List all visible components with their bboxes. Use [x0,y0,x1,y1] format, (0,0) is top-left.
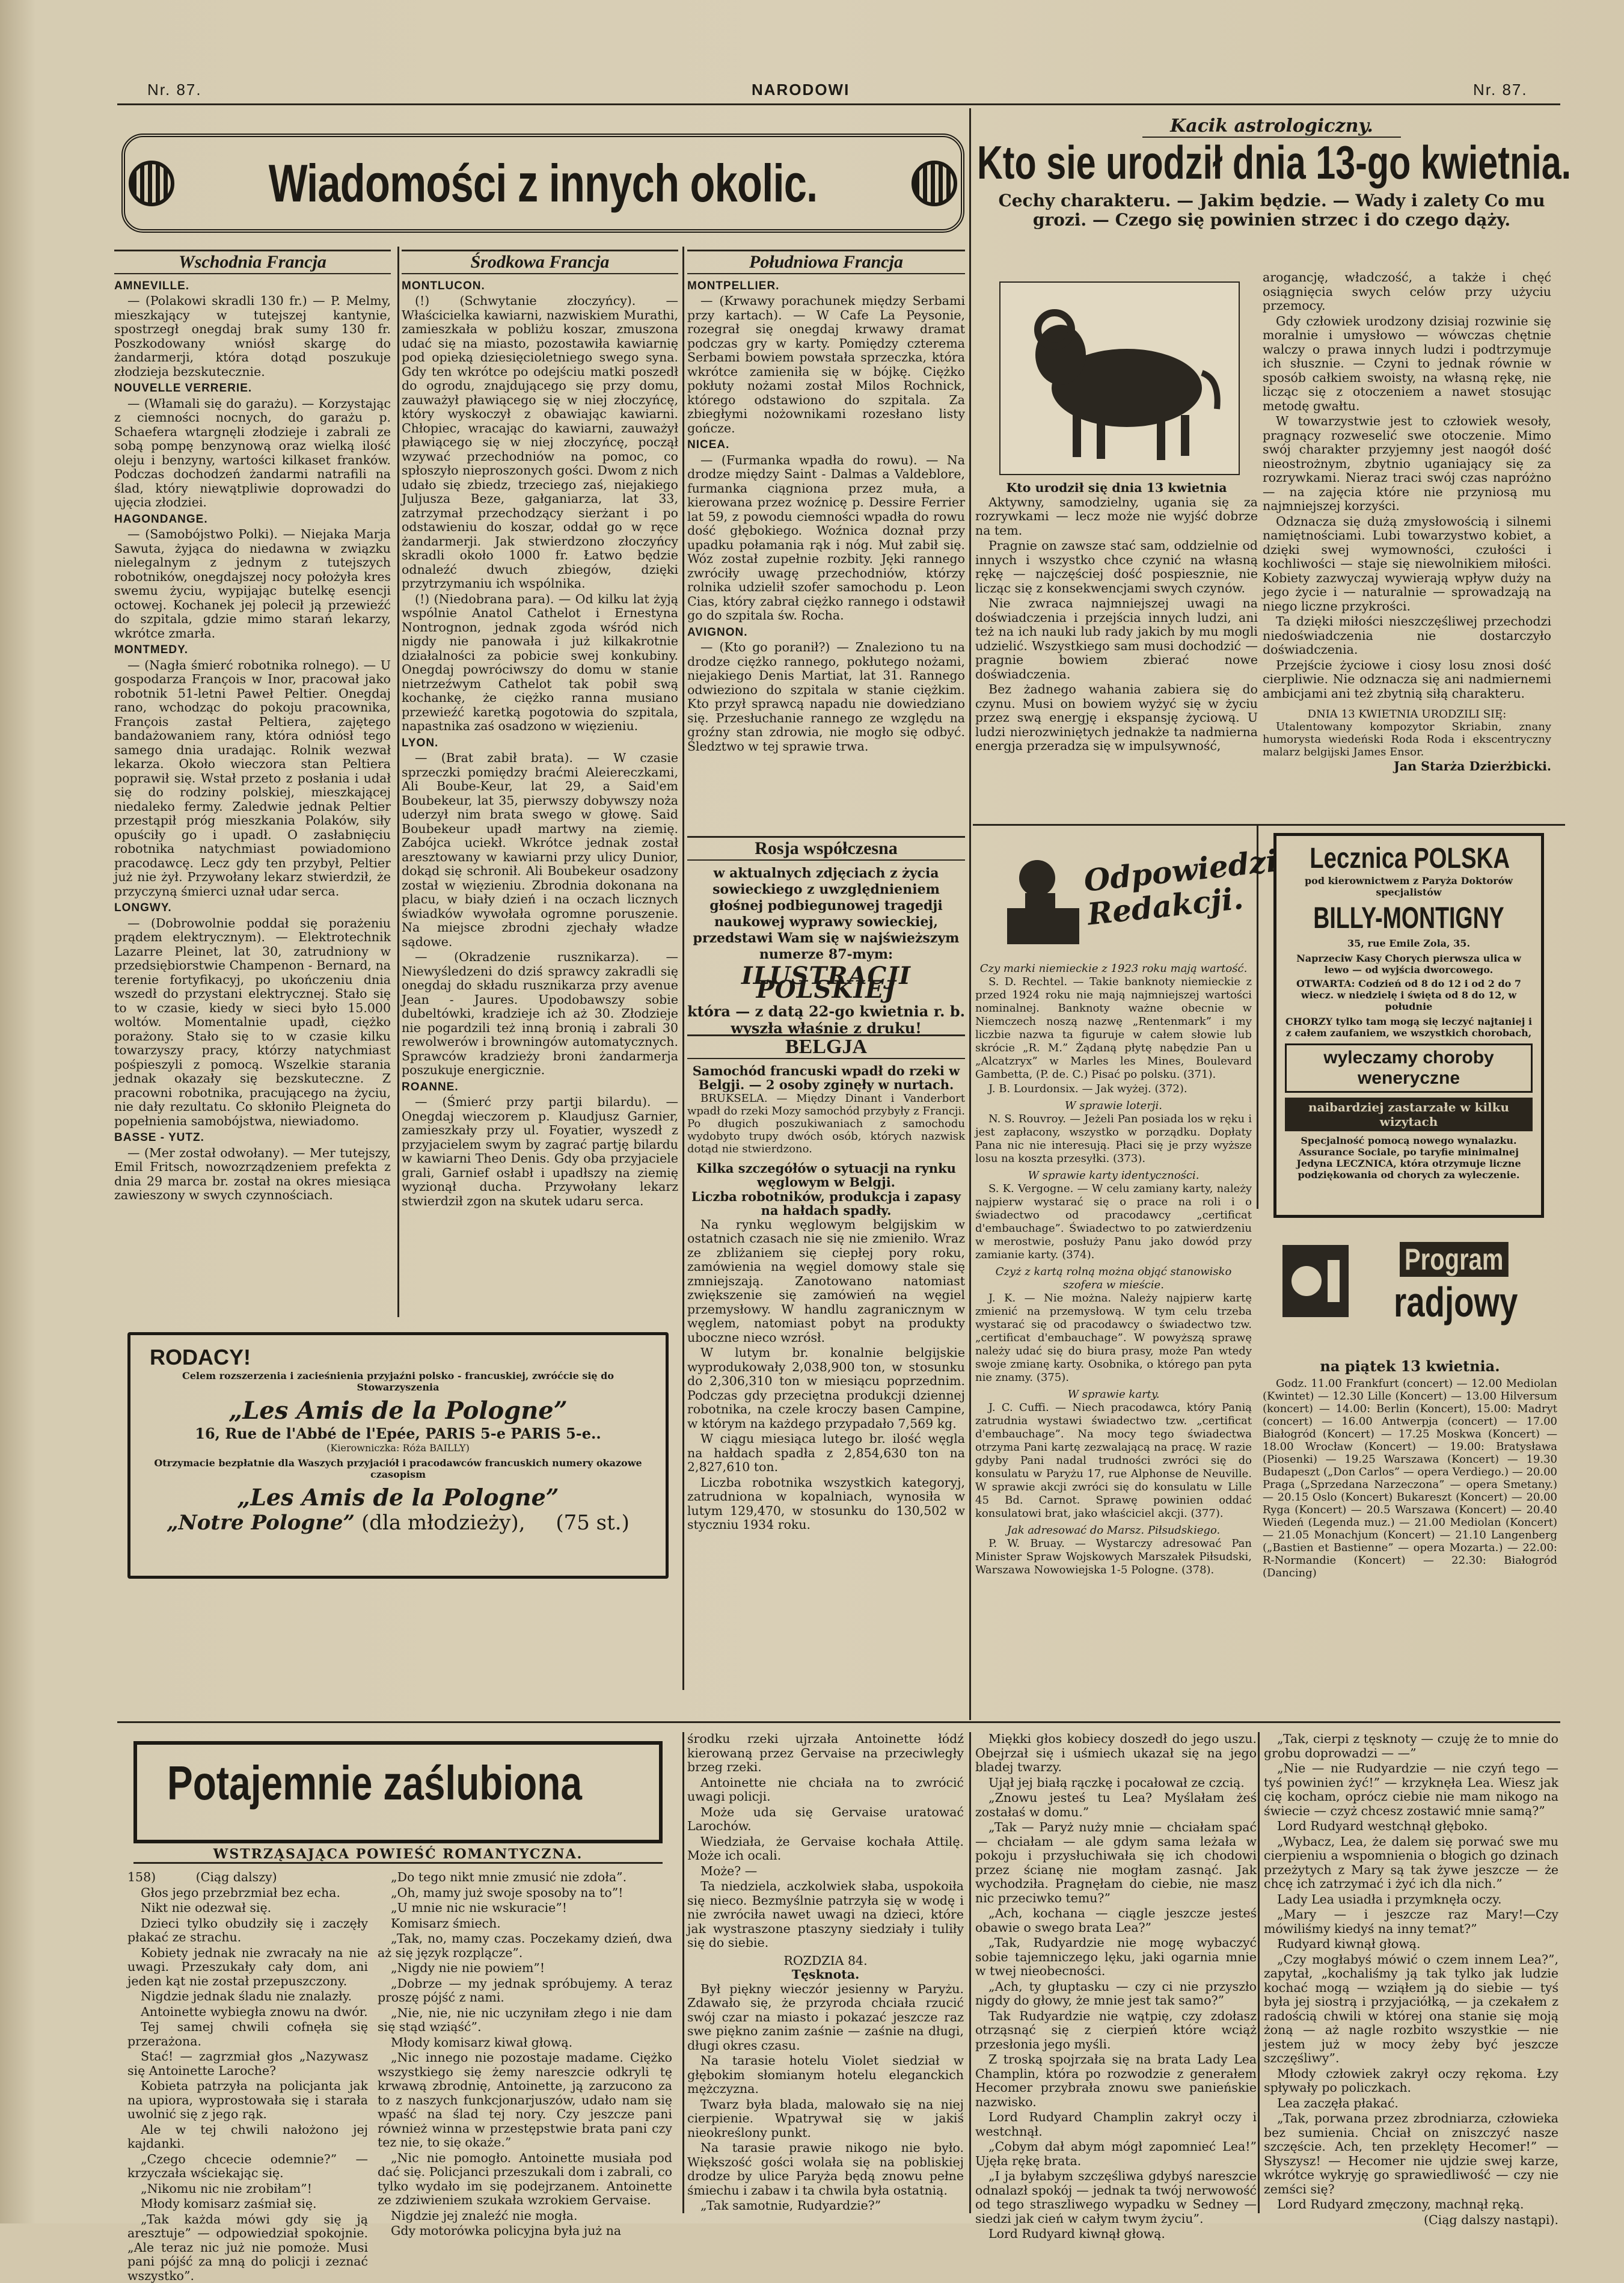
belgium-column [687,1034,965,1720]
news-item: — (Brat zabił brata). — W czasie sprzeczki pomiędzy braćmi Aleiereczkami, Ali Boube-Keur, lat 29, a Said'em Boubekeur, lat 35, pierwszy dobywszy noża uderzył nim brata swego w głowę. Said Boubekeur upadł martwy na ziemię. Zabójca uciekł. Wkrótce jednak został aresztowany w kawiarni przy ulicy Dunior, dokąd się schronił. Ali Boubekeur osadzony został w więzieniu. Zbrodnia dokonana na placu, w biały dzień i na oczach licznych świadków wywołała ogromne poruszenie. Na miejsce zbrodni zjechały władze sądowe. [402,751,678,949]
astrology-title: Kto sie urodził dnia 13-go kwietnia. [977,135,1425,190]
novel-text: „U mnie nic nie wskuracie”! [378,1901,672,1916]
novel-text: Tej samej chwili cofnęła się przerażona. [127,2020,368,2048]
column-rule [969,108,971,1720]
novel-text: Z troską spojrzała się na brata Lady Lea Champlin, która po rozwodzie z generałem Hecomer przybrała znowu swe panieńskie nazwisko. [975,2053,1257,2109]
novel-text: Młody człowiek zakrył oczy rękoma. Łzy spływały po policzkach. [1264,2067,1558,2095]
ornament-icon [912,161,957,206]
dateline: BASSE - YUTZ. [114,1131,391,1145]
question-heading: Czy marki niemieckie z 1923 roku mają wartość. [975,962,1252,976]
novel-text: Dzieci tylko obudziły się i zaczęły płakać ze strachu. [127,1917,368,1945]
novel-text: „Nie — nie Rudyardzie — nie czyń tego — tyś powinien żyć!” — krzyknęła Lea. Wiesz jak cię kocham, oprócz ciebie nie mam nikogo na świecie — czyż chcesz zostawić mnie samą?” [1264,1762,1558,1818]
news-item: — (Mer został odwołany). — Mer tutejszy, Emil Fritsch, nowozrządzeniem prefekta z dnia 29 marca br. został na okres miesiąca zawieszony w swych czynnościach. [114,1146,391,1203]
answer-text: S. D. Rechtel. — Takie banknoty niemieckie z przed 1924 roku nie mają najmniejszej wartości nominalnej. Banknoty ważne obecnie w Niemczech noszą nazwę „Rentenmark” i my liczbie nazwa ta figuruje w całem słowie lub skrócie „R. M.” Żądaną płytę nabędzie Pan u „Alcatzryx” w Marles les Mines, Boulevard Gambetta, (P. de. C.) Pisać po polsku. (371). [975,976,1252,1081]
east-france-column [114,250,391,1320]
rodacy-magazine-2-note: (dla młodzieży), [361,1511,526,1535]
editorial-answers-title: Odpowiedzi Redakcji. [1082,844,1282,931]
novel-title: Potajemnie zaślubiona [167,1756,560,1811]
novel-text: Na tarasie hotelu Violet siedział w głębokim słomianym hotelu eleganckich mężczyzna. [687,2054,964,2097]
clinic-hours: OTWARTA: Codzień od 8 do 12 i od 2 do 7 wiecz. w niedzielę i święta od 8 do 12, w południe [1285,978,1533,1012]
novel-text: „Czego chcecie odemnie?” — krzyczała wściekając się. [127,2152,368,2181]
astrology-text: arogancję, władczość, a także i chęć osiągnięcia swych celów przy użyciu przemocy. [1263,271,1551,313]
novel-text: „Wybacz, Lea, że dalem się porwać swe mu cierpieniu a wspomnienia o błogich go dzinach przeżytych z Mary są tak żywe jeszcze — że chcę ich zatrzymać i żyć ich dla nich.” [1264,1835,1558,1891]
novel-text: „Nic nie pomogło. Antoinette musiała pod dać się. Policjanci przeszukali dom i zabrali, co tylko wydało im się podejrzanem. Antoinette ze zdziwieniem szukała wzrokiem Gervaise. [378,2151,672,2208]
novel-text: „Czy mogłabyś mówić o czem innem Lea?”, zapytał, „kochaliśmy ją tak tylko jak ludzie kochać mogą — wziąłem ją do siebie — tyś była jej siostrą i przyjaciółką, — ja czekałem z radością chwili w której ona stanie się moją żoną — aż nagle rozbito wszystkie — nie jestem już w mocy żeby być jeszcze szczęśliwy”. [1264,1953,1558,2066]
news-item: W ciągu miesiąca lutego br. ilość węgla na hałdach spadła z 2,854,630 ton na 2,827,610 ton. [687,1432,965,1475]
novel-text: Młody komisarz zaśmiał się. [127,2197,368,2211]
birthdays-heading: DNIA 13 KWIETNIA URODZILI SIĘ: [1263,708,1551,721]
news-item: — (Nagła śmierć robotnika rolnego). — U gospodarza François w Inor, pracował jako robotnik 51-letni Paweł Peltier. Onegdaj rano, wchodząc do pokoju pracownika, François zastał Peltiera, zajętego bandażowaniem rany, która odniósł tego samego dnia uradając. Rolnik wezwał lekarza. Około wieczora stan Peltiera poprawił się. Wstał przeto z posłania i udał się do rodziny polskiej, mieszkającej niedaleko fermy. Zaledwie jednak Peltier przestąpił próg mieszkania Polaków, siły opuściły go i upadł. O zasłabnięciu robotnika natychmiast powiadomiono pracodawcę. Lecz gdy ten przybył, Peltier już nie żył. Przywołany lekarz stwierdził, że przyczyną śmierci uznał udar serca. [114,659,391,899]
novel-text: Lea zaczęła płakać. [1264,2097,1558,2111]
novel-text: „Nie, nie, nie nic uczyniłam złego i nie dam się stąd wziąść”. [378,2006,672,2035]
news-item: — (Okradzenie rusznikarza). — Niewyśledzeni do dziś sprawcy zakradli się onegdaj do składu rusznikarza przy avenue Jean - Jaures. Upodobawszy sobie dubeltówki, kradzieje ich aż 30. Złodzieje nie pogardzili też inną bronią i zabrali 30 rewolwerów i browningów automatycznych. Sprawców kradzieży broni żandarmerja poszukuje energicznie. [402,950,678,1078]
author-signature: Jan Starża Dzierżbicki. [1263,760,1551,774]
news-item: — (Krwawy porachunek między Serbami przy kartach). — W Cafe La Peysonie, rozegrał się onegdaj krwawy dramat podczas gry w karty. Pomiędzy czterema Serbami bowiem powstała sprzeczka, która wkrótce zamieniła się w bójkę. Ciężko pokłuty nożami został Milos Rochnick, którego odstawiono do szpitala. Za zbiegłymi nożownikami rozesłano listy gończe. [687,294,965,435]
subheading: Samochód francuski wpadł do rzeki w Belgji. — 2 osoby zginęły w nurtach. [687,1064,965,1092]
clinic-slogan: wyleczamy choroby weneryczne [1285,1043,1533,1093]
dateline: HAGONDANGE. [114,512,391,527]
novel-text: „Ach, kochana — ciągle jeszcze jesteś obawie o swego brata Lea?” [975,1907,1257,1935]
novel-text: Lord Rudyard Champlin zakrył oczy i westchnął. [975,2110,1257,2139]
novel-text: Nigdzie jednak śladu nie znalazły. [127,1990,368,2004]
novel-text: „Do tego nikt mnie zmusić nie zdoła”. [378,1870,672,1885]
rodacy-offer: Otrzymacie bezpłatnie dla Waszych przyjaciół i pracodawców francuskich numery okazowe czasopism [150,1457,646,1480]
dateline: AVIGNON. [687,625,965,640]
radio-schedule: Godz. 11.00 Frankfurt (concert) — 12.00 Mediolan (Kwintet) — 12.30 Lille (Koncert) — 13.00 Hilversum (koncert) — 14.00: Berlin (Koncert), 15.00: Madryt (concert) — 16.00 Antwerpja (concert) — 17.00 Białogród (Koncert) — 17.25 Moskwa (Koncert) — 18.00 Wrocław (Koncert) — 19.00: Bratysława (Piosenki) — 19.25 Warszawa (Koncert) — 19.30 Budapeszt („Don Carlos” — opera Verdiego.) — 20.00 Praga („Sprzedana Narzeczona” — opera Smetany.) — 20.15 Oslo (Koncert) Bukareszt (Koncert) — 20.00 Ryga (Koncert) — 20.5 Warszawa (Koncert) — 20.40 Wiedeń (Legenda muz.) — 21.00 Mediolan (Koncert) — 21.05 Monachjum (Koncert) — 21.10 Langenberg („Bastien et Bastienne” — opera Mozarta.) — 22.00: R-Normandie (Koncert) — 22.30: Białogród (Dancing) [1263,1377,1557,1579]
column-rule [397,247,399,1317]
rodacy-address: 16, Rue de l'Abbé de l'Epée, PARIS 5-e PARIS 5-e.. [150,1425,646,1442]
news-item: — (Samobójstwo Polki). — Niejaka Marja Sawuta, żyjąca do niedawna w związku nielegalnym z jednym z tutejszych robotników, onegdajszej nocy położyła kres swemu życiu, wypijając butelkę esencji octowej. Kochanek jej polecił ją przewieźć do szpitala, gdzie mimo starań lekarzy, wkrótce zmarła. [114,527,391,641]
radio-title-1: Program [1400,1242,1509,1277]
astrology-column-1 [975,481,1258,818]
news-item: — (Furmanka wpadła do rowu). — Na drodze między Saint - Dalmas a Valdeblore, furmanka ciągniona przez muła, a kierowana przez woźnicę p. Dessire Ferrier lat 59, z powodu ciemności wpadła do rowu dość głębokiego. Woźnica doznał przy upadku połamania rąk i nóg. Muł zabił się. Wóz został zupełnie rozbity. Jęki rannego zwróciły uwagę przechodniów, którzy rolnika udzielił szofer samochodu p. Leon Cias, który zabrał ciężko rannego i odstawił go do szpitala św. Rocha. [687,453,965,623]
novel-text: Miękki głos kobiecy doszedł do jego uszu. Obejrzał się i uśmiech ukazał się na jego bladej twarzy. [975,1732,1257,1775]
novel-text: Nikt nie odezwał się. [127,1901,368,1916]
novel-text: Rudyard kiwnął głową. [1264,1937,1558,1952]
central-france-column [402,250,678,1320]
novel-text: Ta niedziela, aczkolwiek słaba, uspokoiła się nieco. Bezmyślnie patrzyła się w wodę i nie zwróciła nawet uwagi na dzieci, które jak wystraszone ptaszyny siedziały i tuliły się do siebie. [687,1879,964,1950]
novel-text: „Tak samotnie, Rudyardzie?” [687,2199,964,2213]
question-heading: W sprawie loterji. [975,1099,1252,1113]
novel-text: Ale w tej chwili nałożono jej kajdanki. [127,2123,368,2151]
novel-continued: (Ciąg dalszy) [196,1870,277,1884]
page-number-left: Nr. 87. [147,81,202,99]
chapter-number: ROZDZIA 84. [687,1954,964,1968]
column-rule [969,1732,971,2213]
rosja-ad [687,836,965,1028]
news-item: Liczba robotnika wszystkich kategoryj, zatrudniona w kopalniach, wynosiła w lutym 129,470, w stosunku do 130,502 w styczniu 1934 roku. [687,1476,965,1532]
answer-text: S. K. Vergogne. — W celu zamiany karty, należy najpierw wystarać się o prace na roli i o świadectwo od pracodawcy „certificat d'embauchage”. Świadectwo to po zatwierdzeniu w merostwie, posłuży Panu jako dowód przy zamianie karty. (374). [975,1182,1252,1262]
clinic-title: Lecznica POLSKA [1310,842,1508,875]
ram-illustration [999,281,1240,475]
column-heading: Południowa Francja [687,250,965,274]
subheading: Liczba robotników, produkcja i zapasy na hałdach spadły. [687,1190,965,1218]
rodacy-price: (75 st.) [556,1511,630,1535]
south-france-column [687,250,965,827]
news-item: (!) (Schwytanie złoczyńcy). — Właścicielka kawiarni, nazwiskiem Murathi, zamieszkała w pobliżu koszar, zmuszona udać się na miasto, pozostawiła kawiarnię pod opieką dziesięcioletniego swego syna. Gdy ten wkrótce po odejściu matki poszedł do ogrodu, znajdującego się przy domu, zauważył pławiącego się w niej złoczyńcę, który wyskoczył z obawiając kawiarni. Chłopiec, wracając do kawiarni, zauważył pławiącego się w niej złoczyńcę, począł wzywać przechodniów na pomoc, co spłoszyło nieproszonych gości. Dwom z nich udało się zbiedz, trzeciego zaś, niejakiego Juljusza Beze, gałganiarza, lat 33, zatrzymał przechodzący sierżant i po odstawieniu do koszar, oddał go w ręce żandarmerji. Jak stwierdzono złoczyńcy skradli około 1000 fr. Łatwo będzie odnaleźć dwuch zbiegów, dzięki przytrzymaniu ich wspólnika. [402,294,678,591]
birthdays-text: Utalentowany kompozytor Skriabin, znany humorysta wiedeński Roda Roda i ekscentryczny malarz belgijski James Ensor. [1263,721,1551,758]
astrology-text: Gdy człowiek urodzony dzisiaj rozwinie się moralnie i umysłowo — wówczas chętnie walczy o prawa innych ludzi i podtrzymuje ich słusznie. — Czyni to jednak równie w sposób całkiem swoisty, na własną rękę, nie licząc się z otoczeniem a nawet stosując metodę gwałtu. [1263,315,1551,414]
novel-column-1 [127,1870,368,2213]
novel-text: „Ach, ty głuptasku — czy ci nie przyszło nigdy do głowy, że mnie jest tak samo?” [975,1980,1257,2008]
novel-text: „Tak, Rudyardzie nie mogę wybaczyć sobie tajemniczego lęku, jaki ogarnia mnie w twej nieobecności. [975,1936,1257,1979]
dateline: MONTMEDY. [114,643,391,657]
clinic-address: 35, rue Emile Zola, 35. [1285,938,1533,949]
novel-to-be-continued: (Ciąg dalszy nastąpi). [1264,2213,1558,2228]
novel-text: „Oh, mamy już swoje sposoby na to”! [378,1886,672,1900]
clinic-name: BILLY-MONTIGNY [1298,900,1520,935]
radio-program-header [1279,1242,1556,1326]
dateline: LYON. [402,736,678,751]
novel-text: „Tak — Paryż nuży mnie — chciałam spać — chciałam — ale gdym sama leżała w pokoju i przysłuchiwała się ich chodowi przez ścianę nie mogłam zasnąć. Jak wychodziła. Pragnęłam do ciebie, nie masz nic przeciwko temu?” [975,1821,1257,1905]
novel-text: „Nikomu nic nie zrobiłam”! [127,2182,368,2196]
novel-text: Ujął jej białą rączkę i pocałował ze czcią. [975,1776,1257,1790]
novel-text: Może uda się Gervaise uratować Larochów. [687,1805,964,1834]
dateline: MONTLUCON. [402,279,678,293]
dateline: LONGWY. [114,901,391,915]
novel-text: Kobieta patrzyła na policjanta jak na upiora, wyprostowała się i starała uwolnić się z jego rąk. [127,2079,368,2122]
novel-text: Młody komisarz kiwał głową. [378,2036,672,2050]
astrology-kicker: Kacik astrologiczny. [1142,115,1401,138]
clinic-footer: Specjalność pomocą nowego wynalazku. Assurance Sociale, po taryfie minimalnej Jedyna LECZNICA, która otrzymuje liczne podziękowania od chorych za wyleczenie. [1285,1135,1533,1181]
clinic-directions: Naprzeciw Kasy Chorych pierwsza ulica w lewo — od wyjścia dworcowego. [1285,953,1533,976]
astrology-text: Pragnie on zawsze stać sam, oddzielnie od innych i wszystko chce czynić na własną rękę — najczęściej dość pospiesznie, nie licząc się z konsekwencjami swych czynów. [975,539,1258,595]
ad-tail: która — z datą 22-go kwietnia r. b. wyszła właśnie z druku! [687,1003,965,1037]
radio-icon [1279,1242,1352,1320]
novel-text: środku rzeki ujrzała Antoinette łódź kierowaną przez Gervaise na przeciwległy brzeg rzeki. [687,1732,964,1775]
novel-text: Lord Rudyard zmęczony, machnął ręką. [1264,2198,1558,2212]
question-heading: W sprawie karty identyczności. [975,1169,1252,1182]
astrology-text: Przejście życiowe i ciosy losu znosi dość cierpliwie. Nie odznacza się ani nadmiernemi ambicjami ani też zbytnią siłą charakteru. [1263,659,1551,701]
section-banner [121,134,964,233]
chapter-title: Tęsknota. [687,1968,964,1982]
novel-column-4 [975,1732,1257,2213]
news-item: W lutym br. konalnie belgijskie wyprodukowały 2,038,900 ton, w stosunku do 2,306,310 ton w miesiącu poprzednim. Podczas gdy przeciętna produkcji dziennej robotnika, na czele kroczy basen Campine, w którym na każdego przypadało 7,569 kg. [687,1346,965,1431]
astrology-column-2 [1263,271,1551,824]
dateline: NOUVELLE VERRERIE. [114,381,391,396]
novel-subtitle: WSTRZĄSAJĄCA POWIEŚĆ ROMANTYCZNA. [133,1846,663,1864]
novel-text: Nigdzie jej znaleźć nie mogła. [378,2209,672,2223]
column-heading: Wschodnia Francja [114,250,391,274]
clinic-ad [1273,833,1544,1218]
astrology-text: Ta dzięki miłości nieszczęśliwej przechodzi niedoświadczenia nie dostarczyło doświadczenia. [1263,615,1551,657]
rodacy-intro: Celem rozszerzenia i zacieśnienia przyjaźni polsko - francuskiej, zwróćcie się do Stowarzyszenia [150,1370,646,1393]
novel-column-5 [1264,1732,1558,2213]
novel-text: „Tak, cierpi z tęsknoty — czuję że to mnie do grobu doprowadzi — —” [1264,1732,1558,1760]
ad-heading: Rosja współczesna [687,836,965,861]
question-heading: W sprawie karty. [975,1388,1252,1401]
ornament-icon [129,161,174,206]
clinic-slogan-2: naibardziej zastarzałe w kilku wizytach [1285,1098,1533,1131]
novel-column-2 [378,1870,672,2213]
astrology-text: Nie zwraca najmniejszej uwagi na doświadczenia i przejścia innych ludzi, ani też na ich nauki lub rady jakich by mu mogli udzielić. Wszystkiego sam musi dochodzić — pragnie bowiem zbierać nowe doświadczenia. [975,597,1258,681]
novel-text: Kobiety jednak nie zwracały na nie uwagi. Przeszukały cały dom, ani jeden kąt nie został przepuszczony. [127,1946,368,1989]
news-item: — (Śmierć przy partji bilardu). — Onegdaj wieczorem p. Klaudjusz Garnier, zamieszkały przy ul. Foyatier, wyszedł z przyjacielem swym by zagrać partję bilardu w kawiarni Theo Denis. Gdy oba przyjaciele grali, Garnief osłabł i upadłszy na ziemię wyzionął ducha. Przywołany lekarz stwierdził zgon na skutek udaru serca. [402,1095,678,1208]
novel-text: Komisarz śmiech. [378,1917,672,1931]
rodacy-magazine-2: „Notre Pologne” [167,1511,355,1535]
column-heading: Środkowa Francja [402,250,678,274]
answer-text: J. K. — Nie można. Należy najpierw kartę zmienić na przemysłową. W tym celu trzeba wystarać się od pracodawcy o świadectwo tzw. „certificat d'embauchage”. W powyższą sprawę należy udać się do biura prasy, może Pan wtedy swoje zmianę karty. Osobnika, o którego pan pyta nie znamy. (375). [975,1292,1252,1384]
clinic-patients: CHORZY tylko tam mogą się leczyć najtaniej i z całem zaufaniem, we wszystkich chorobach, [1285,1016,1533,1039]
section-rule [973,824,1565,826]
novel-text: Głos jego przebrzmiał bez echa. [127,1886,368,1900]
ad-magazine-name: ILUSTRACJI POLSKIEJ [687,969,965,997]
astrology-text: Odznacza się dużą zmysłowością i silnemi namiętnościami. Lubi towarzystwo kobiet, a dzięki swej wymowności, czułości i kochliwości — staje się niewolnikiem miłości. Kobiety zazwyczaj wywierają wpływ duży na jego życie i — naturalnie — sprowadzają na niego liczne przykrości. [1263,515,1551,614]
novel-text: „Tak każda mówi gdy się ją aresztuje” — odpowiedział spokojnie. „Ale teraz nic już nie pomoże. Musi pani pójść za mną do policji i zeznać wszystko”. [127,2213,368,2283]
question-heading: Jak adresować do Marsz. Piłsudskiego. [975,1524,1252,1537]
news-item: Na rynku węglowym belgijskim w ostatnich czasach nie się nie zmieniło. Wraz ze zbliżaniem się ciepłej pory roku, zamówienia na węgiel domowy stale się zmniejszają. Zanotowano natomiast zwiększenie się zamówień na węgiel przemysłowy. W handlu zagranicznym w węglem, natomiast pobyt na produkty uboczne nieco wzrósł. [687,1218,965,1345]
novel-text: „Dobrze — my jednak spróbujemy. A teraz proszę pójść z nami. [378,1977,672,2005]
novel-text: Lord Rudyard westchnął głęboko. [1264,1819,1558,1834]
header-rule [117,103,1560,105]
column-rule [682,1732,684,2213]
section-rule [117,1721,1560,1723]
column-rule [682,247,684,1690]
news-item: — (Dobrowolnie poddał się porażeniu prądem elektrycznym). — Elektrotechnik Lazarre Pleinet, lat 30, zatrudniony w przedsiębiorstwie Champenon - Bernard, na terenie fortyfikacyj, po ukończeniu dnia wszedł do przystani elektrycznej. Stało się to w czasie, kiedy w sieci było 15.000 woltów. Momentalnie upadł, ciężko porażony. Stało się to w czasie kilku towarzyszy pracy, którzy natychmiast pośpieszyli z pomocą. Wszelkie starania jednak okazały się bezskuteczne. Z pracowni robotnika, pracującego na życiu, nie dały rezultatu. Co skłoniło Pleigneta do popełnienia samobójstwa, niewiadomo. [114,917,391,1129]
rodacy-org-name: „Les Amis de la Pologne” [150,1397,646,1425]
novel-text: Lord Rudyard kiwnął głową. [975,2227,1257,2242]
editorial-answers-header [1001,836,1254,956]
novel-text: „Tak, no, mamy czas. Poczekamy dzień, dwa aż się język rozplącze”. [378,1932,672,1960]
rodacy-director: (Kierowniczka: Róża BAILLY) [150,1442,646,1454]
novel-text: Stać! — zagrzmiał głos „Nazywasz się Antoinette Laroche? [127,2050,368,2078]
answer-text: P. W. Bruay. — Wystarczy adresować Pan Minister Spraw Wojskowych Marszałek Piłsudski, Warszawa Nowowiejska 1-5 Pologne. (378). [975,1537,1252,1577]
ad-text: w aktualnych zdjęciach z życia sowieckiego z uwzględnieniem głośnej podbiegunowej tragedji naukowej wyprawy sowieckiej, przedstawi Wam się w najświeższym numerze 87-mym: [687,865,965,963]
novel-text: Był piękny wieczór jesienny w Paryżu. Zdawało się, że przyroda chciała rzucić swój czar na miasto i pokazać jeszcze raz swe piękno zanim zaśnie — zaśnie na długi, długi okres czasu. [687,1982,964,2053]
masthead-name: NARODOWI [752,81,850,99]
novel-text: „Tak, porwana przez zbrodniarza, człowieka bez sumienia. Chciał on zniszczyć nasze szczęście. Ach, ten przeklęty Hecomer!” — Słyszysz! — Hecomer nie ujdzie swej karze, wkrótce wykryję go sprawiedliwość — czy nie zemści się? [1264,2112,1558,2196]
rodacy-magazine-1: „Les Amis de la Pologne” [150,1484,646,1511]
editorial-answers-column [975,962,1252,1720]
answer-text: J. C. Cuffi. — Niech pracodawca, który Panią zatrudnia wystawi świadectwo tzw. „certificat d'embauchage”. Na mocy tego świadectwa otrzyma Pani kartę zezwalającą na pracę. W razie gdyby Pani nadal trudności zwróci się do konsulatu w Paryżu 17, rue Alphonse de Neuville. W sprawie akcji zwróci się do konsulatu w Lille 45 Bd. Carnot. Sprawę powinien oddać konsulatowi brat, jako właściciel akcji. (377). [975,1401,1252,1520]
astrology-subtitle: Cechy charakteru. — Jakim będzie. — Wady i zalety Co mu grozi. — Czego się powinien strzec i do czego dąży. [977,191,1566,230]
page-number-right: Nr. 87. [1473,81,1528,99]
news-item: (!) (Niedobrana para). — Od kilku lat żyją wspólnie Anatol Cathelot i Ernestyna Nontrognon, jednak zgoda wśród nich nigdy nie panowała i już kilkakrotnie działalności za pobicie swej konkubiny. Onegdaj powróciwszy do domu w stanie nietrzeźwym Cathelot tak pobił swą kochankę, że ciężko ranna musiano przewieźć karetką pogotowia do szpitala, napastnika zaś osadzono w więzieniu. [402,592,678,734]
dateline: ROANNE. [402,1080,678,1095]
clinic-subtitle: pod kierownictwem z Paryża Doktorów specjalistów [1285,875,1533,898]
section-title: Wiadomości z innych okolic. [269,153,818,214]
question-heading: Czyż z kartą rolną można objąć stanowisko szofera w mieście. [975,1265,1252,1292]
column-rule [1258,1732,1260,2213]
rodacy-title: RODACY! [150,1345,646,1370]
novel-text: Na tarasie prawie nikogo nie było. Większość gości wolała się na pobliskiej drodze by ulice Paryża będą znowu pełne śmiechu i zabaw i ta chwila była ostatnią. [687,2141,964,2198]
writer-icon [1001,842,1085,950]
novel-text: „Mary — i jeszcze raz Mary!—Czy mówiliśmy kiedyś na inny temat?” [1264,1908,1558,1936]
news-item: — (Kto go poranił?) — Znaleziono tu na drodze ciężko rannego, pokłutego nożami, niejakiego Denis Martiat, lat 31. Rannego odwieziono do szpitala w stanie ciężkim. Kto przył sprawcą napadu nie dowiedziano się. Przesłuchanie rannego ze względu na groźny stan zdrowia, nie mogło się odbyć. Śledztwo w tej sprawie trwa. [687,641,965,754]
radio-title-2: radjowy [1394,1278,1518,1326]
answer-text: J. B. Lourdonsix. — Jak wyżej. (372). [975,1083,1252,1096]
rodacy-ad [127,1332,669,1579]
dateline: NICEA. [687,438,965,452]
answer-text: N. S. Rouvroy. — Jeżeli Pan posiada los w ręku i jest zapłacony, wszystko w porządku. Dopłaty Pana nic nie interesują. Płaci się je przy wyższe losu na koszta przesyłki. (373). [975,1113,1252,1166]
subheading: Kilka szczegółów o sytuacji na rynku węglowym w Belgji. [687,1161,965,1190]
novel-text: „Znowu jesteś tu Lea? Myślałam żeś zostałaś w domu.” [975,1791,1257,1819]
news-item: — (Polakowi skradli 130 fr.) — P. Melmy, mieszkający w tutejszej kantynie, spostrzegł onegdaj brak sumy 130 fr. Poszkodowany wniósł skargę do żandarmerji, która dotąd poszukuje złodzieja bezskutecznie. [114,294,391,379]
dateline: MONTPELLIER. [687,279,965,293]
novel-title-box [133,1741,663,1843]
novel-text: Może? — [687,1864,964,1879]
astrology-caption: Kto urodził się dnia 13 kwietnia [975,481,1258,496]
novel-text: Tak Rudyardzie nie wątpię, czy zdołasz otrząsnąć się z cierpień które wciąż przesłonia jego myśli. [975,2009,1257,2052]
news-item: — (Włamali się do garażu). — Korzystając z ciemności nocnych, do garażu p. Schaefera wtargnęli złodzieje i zabrali ze sobą pompę benzynową oraz wielką ilość oleju i benzyny, wartości kilkaset franków. Podczas dochodzeń żandarmi natrafili na ślad, który niewątpliwie doprowadzi do ujęcia złodziei. [114,397,391,510]
radio-date: na piątek 13 kwietnia. [1263,1359,1557,1374]
radio-program-column [1263,1359,1557,1696]
column-heading: BELGJA [687,1034,965,1059]
novel-installment: 158) [127,1870,156,1884]
news-item: BRUKSELA. — Między Dinant i Vanderbort wpadł do rzeki Mozy samochód przybyły z Francji. Po długich poszukiwaniach z samochodu wydobyto trupy dwóch osób, których nazwisk dotąd nie stwierdzono. [687,1092,965,1155]
dateline: AMNEVILLE. [114,279,391,293]
astrology-text: Aktywny, samodzielny, ugania się za rozrywkami — lecz może nie wyjść dobrze na tem. [975,496,1258,538]
novel-text: Twarz była blada, malowało się na niej cierpienie. Wpatrywał się w jakiś nieokreślony punkt. [687,2098,964,2140]
ram-icon [1000,283,1241,476]
astrology-text: W towarzystwie jest to człowiek wesoły, pragnący rozweselić swe otoczenie. Mimo swój charakter przyjemny jest naogół dość nieostrożnym, zbytnio uganiający się za rozrywkami. Nieraz traci swój czas napróżno — na zajęcia które nie przyniosą mu najmniejszej korzyści. [1263,414,1551,514]
novel-text: Lady Lea usiadła i przymknęła oczy. [1264,1893,1558,1907]
novel-text: „Cobym dał abym mógł zapomnieć Lea!” Ujęła rękę brata. [975,2140,1257,2168]
novel-text: Gdy motorówka policyjna była już na [378,2224,672,2238]
novel-text: „Nic innego nie pozostaje madame. Ciężko wszystkiego się żemy nareszcie odkryli tę krwawą zbrodnię, Antoinette, ją zarzucono za to z naszych funkcjonarjuszów, udało nam się wpaść na ślad tej nory. Czy jeszcze pani również winna w przestępstwie brata pani czy tez nie, to się okaże.” [378,2051,672,2150]
novel-text: „Nigdy nie nie powiem”! [378,1961,672,1976]
astrology-text: Bez żadnego wahania zabiera się do czynu. Musi on bowiem wyżyć się w życiu przez swą energję i ekspansję życiową. U ludzi nierozwiniętych jednakże ta nadmierna energja przeradza się w impulsywność, [975,683,1258,754]
novel-text: Antoinette wybiegła znowu na dwór. [127,2005,368,2020]
novel-text: Wiedziała, że Gervaise kochała Attilę. Może ich ocali. [687,1835,964,1863]
novel-column-3 [687,1732,964,2213]
novel-text: „I ja byłabym szczęśliwa gdybyś nareszcie odnalazł spokój — jednak ta twój nerwowość od tego straszliwego wypadku w Sedney — siedzi jak cień w całym twym życiu”. [975,2169,1257,2226]
novel-text: Antoinette nie chciała na to zwrócić uwagi policji. [687,1776,964,1804]
